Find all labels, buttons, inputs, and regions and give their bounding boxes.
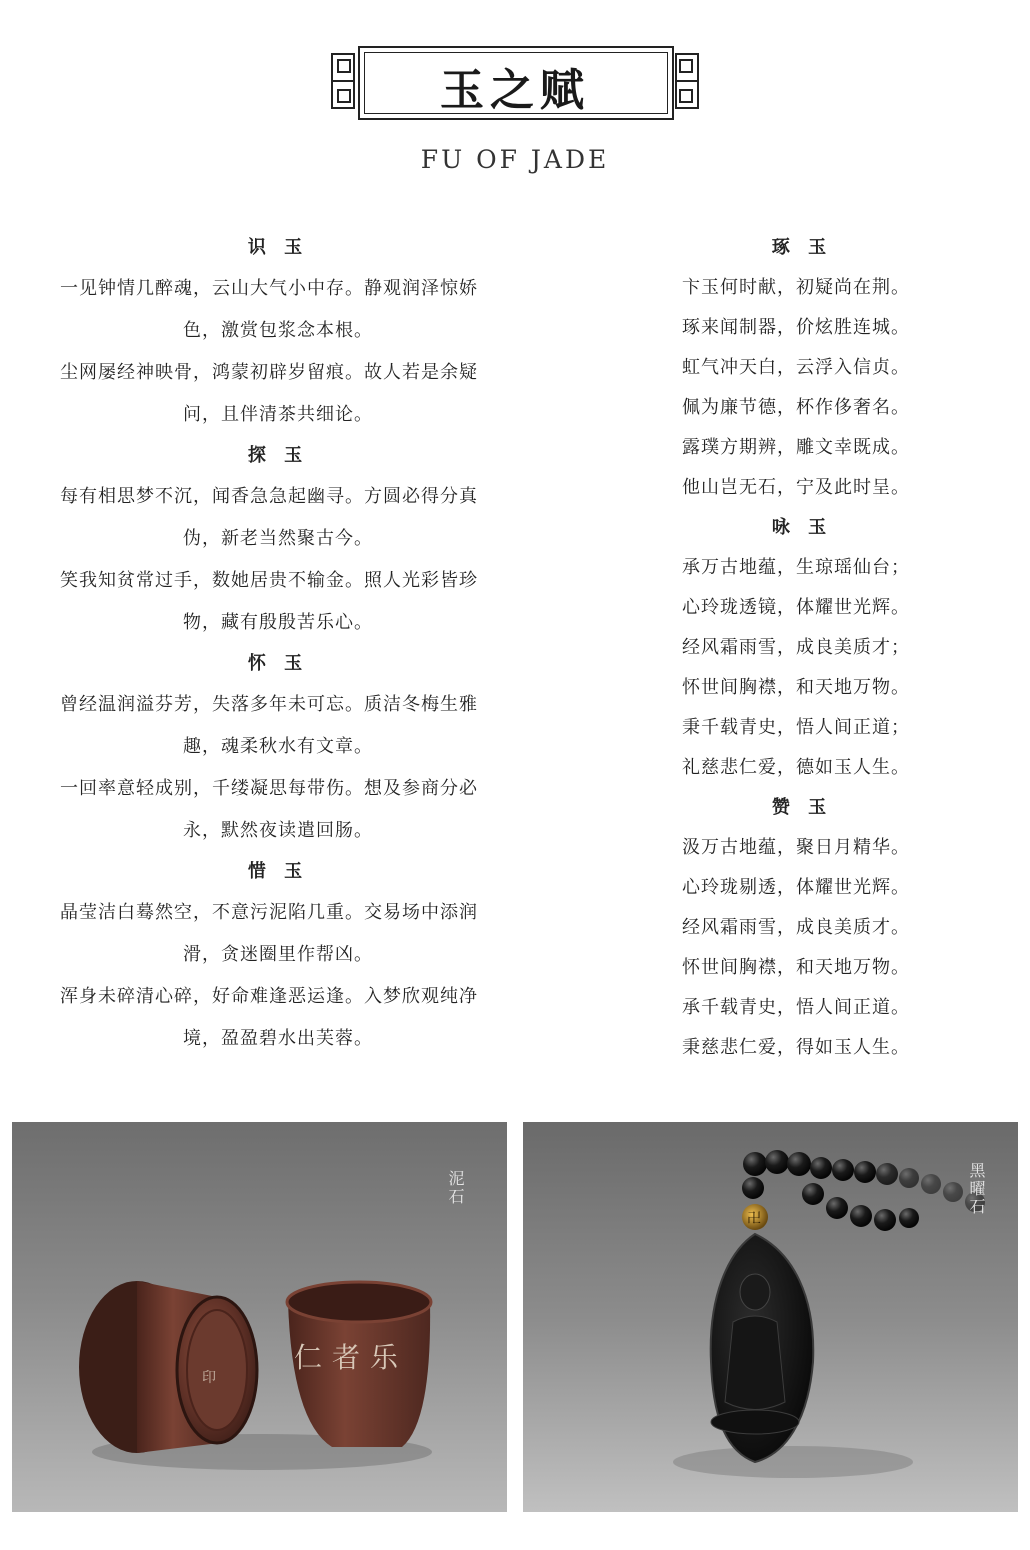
poem-line: 物，藏有殷殷苦乐心。 — [183, 612, 373, 633]
poem-line: 琢来闻制器，价炫胜连城。 — [682, 317, 910, 338]
poem-section — [682, 508, 922, 788]
poem-line: 心玲珑剔透，体耀世光辉。 — [682, 877, 910, 898]
poem-line: 曾经温润溢芬芳，失落多年未可忘。质洁冬梅生雅 — [60, 694, 478, 715]
poem-line: 承万古地蕴，生琼瑶仙台； — [682, 557, 910, 578]
poem-line: 一回率意轻成别，千缕凝思每带伤。想及参商分必 — [60, 778, 478, 799]
poem-section — [682, 788, 922, 1068]
obsidian-pendant-illustration — [523, 1122, 1018, 1512]
poem-line: 色，激赏包浆念本根。 — [183, 320, 373, 341]
section-title: 探 玉 — [247, 445, 309, 466]
poem-line: 问，且伴清茶共细论。 — [183, 404, 373, 425]
poem-line: 他山岂无石，宁及此时呈。 — [682, 477, 910, 498]
poem-line: 趣，魂柔秋水有文章。 — [183, 736, 373, 757]
poem-line: 浑身未碎清心碎，好命难逢恶运逢。入梦欣观纯净 — [60, 986, 478, 1007]
section-title: 琢 玉 — [771, 237, 833, 258]
bead-necklace — [742, 1150, 985, 1231]
photo-label-obsidian: 黑曜石 — [967, 1162, 986, 1216]
poem-section — [60, 436, 496, 644]
section-title: 赞 玉 — [771, 797, 833, 818]
poem-line: 礼慈悲仁爱，德如玉人生。 — [682, 757, 910, 778]
poem-line: 经风霜雨雪，成良美质才； — [682, 637, 910, 658]
poem-line: 虹气冲天白，云浮入信贞。 — [682, 357, 910, 378]
left-poem-column — [60, 228, 496, 1060]
poem-line: 尘网屡经神映骨，鸿蒙初辟岁留痕。故人若是余疑 — [60, 362, 478, 383]
buddha-pendant — [711, 1234, 814, 1462]
page-title: 玉之赋 — [440, 65, 590, 116]
poem-line: 伪，新老当然聚古今。 — [183, 528, 373, 549]
poem-line: 滑，贪迷圈里作帮凶。 — [183, 944, 373, 965]
poem-line: 一见钟情几醉魂，云山大气小中存。静观润泽惊娇 — [60, 278, 478, 299]
obsidian-pendant-photo — [523, 1122, 1018, 1512]
poem-line: 露璞方期辨，雕文幸既成。 — [682, 437, 910, 458]
clay-cups-photo — [12, 1122, 507, 1512]
clay-cups-illustration — [12, 1122, 507, 1512]
right-poem-column — [682, 228, 922, 1068]
poem-line: 每有相思梦不沉，闻香急急起幽寻。方圆必得分真 — [60, 486, 478, 507]
poem-line: 笑我知贫常过手，数她居贵不输金。照人光彩皆珍 — [60, 570, 478, 591]
section-title: 识 玉 — [247, 237, 309, 258]
poem-line: 心玲珑透镜，体耀世光辉。 — [682, 597, 910, 618]
poem-section — [60, 852, 496, 1060]
cup-seal: 印 — [202, 1370, 216, 1386]
poem-line: 怀世间胸襟，和天地万物。 — [682, 677, 910, 698]
poem-line: 秉千载青史，悟人间正道； — [682, 717, 910, 738]
poem-line: 佩为廉节德，杯作侈奢名。 — [682, 397, 910, 418]
poem-section — [60, 228, 496, 436]
cup-engraving: 仁者乐 — [294, 1341, 409, 1374]
section-title: 怀 玉 — [247, 653, 309, 674]
fret-ornament-right-icon — [674, 52, 700, 110]
poem-line: 秉慈悲仁爱，得如玉人生。 — [682, 1037, 910, 1058]
page-subtitle: FU OF JADE — [420, 145, 610, 174]
poem-line: 汲万古地蕴，聚日月精华。 — [682, 837, 910, 858]
title-plaque — [330, 44, 700, 120]
poem-section — [682, 228, 922, 508]
poem-line: 境，盈盈碧水出芙蓉。 — [183, 1028, 373, 1049]
poem-line: 承千载青史，悟人间正道。 — [682, 997, 910, 1018]
poem-line: 永，默然夜读遣回肠。 — [183, 820, 373, 841]
section-title: 惜 玉 — [247, 861, 309, 882]
gold-bead-icon: 卍 — [747, 1211, 761, 1227]
poem-line: 怀世间胸襟，和天地万物。 — [682, 957, 910, 978]
section-title: 咏 玉 — [771, 517, 833, 538]
poem-line: 卞玉何时献，初疑尚在荆。 — [682, 277, 910, 298]
poem-section — [60, 644, 496, 852]
poem-line: 晶莹洁白蓦然空，不意污泥陷几重。交易场中添润 — [60, 902, 478, 923]
poem-line: 经风霜雨雪，成良美质才。 — [682, 917, 910, 938]
photo-label-clay: 泥石 — [446, 1170, 465, 1206]
